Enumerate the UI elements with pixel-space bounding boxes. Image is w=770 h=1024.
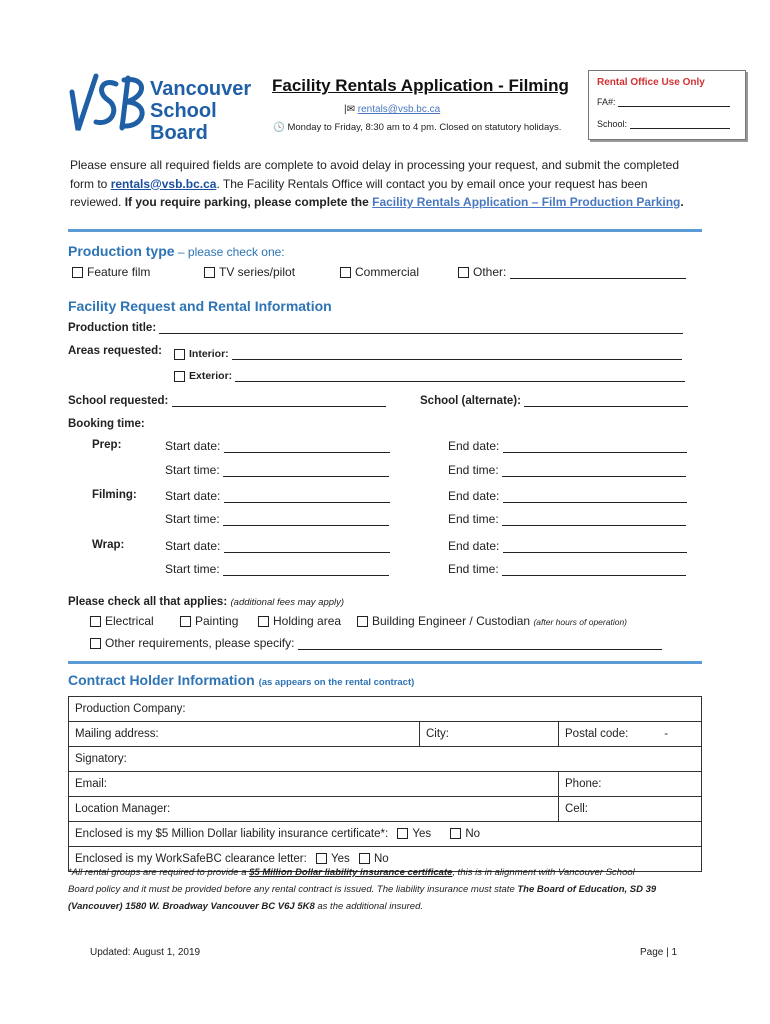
interior-field <box>174 347 682 360</box>
office-fa-label: FA#: <box>597 97 616 107</box>
wrap-start-date <box>165 539 390 553</box>
field-label: End date: <box>448 539 500 553</box>
table-row <box>69 822 702 847</box>
option-label: Holding area <box>273 614 342 628</box>
clock-icon: 🕓 <box>273 122 285 133</box>
footnote-insurance-amount: $5 Million Dollar liability insurance certificate <box>249 867 453 878</box>
option-painting[interactable] <box>180 614 238 628</box>
postal-code-cell[interactable] <box>559 722 702 747</box>
prep-end-time <box>448 463 686 477</box>
field-label: End date: <box>448 489 500 503</box>
interior-label: Interior: <box>189 348 229 360</box>
custodian-note: (after hours of operation) <box>533 617 628 627</box>
option-label: Feature film <box>87 265 151 279</box>
option-feature-film[interactable] <box>72 265 150 279</box>
intro-line2-pre: form to <box>70 176 111 191</box>
option-other[interactable] <box>458 265 686 279</box>
field-label: Start date: <box>165 489 221 503</box>
production-company-cell[interactable]: Production Company: <box>69 697 702 722</box>
exterior-field <box>174 369 685 382</box>
phone-cell[interactable]: Phone: <box>559 772 702 797</box>
checkbox[interactable] <box>180 616 191 627</box>
worksafe-no-checkbox[interactable] <box>359 853 370 864</box>
other-requirements-line[interactable] <box>298 637 662 650</box>
contract-sub: (as appears on the rental contract) <box>258 677 415 688</box>
checkbox[interactable] <box>458 267 469 278</box>
mail-icon: ✉ <box>346 104 355 115</box>
option-commercial[interactable] <box>340 265 419 279</box>
field-label: Start date: <box>165 539 221 553</box>
intro-line2 <box>70 175 710 194</box>
interior-line[interactable] <box>232 347 682 360</box>
location-manager-cell[interactable]: Location Manager: <box>69 797 559 822</box>
facility-heading: Facility Request and Rental Information <box>68 298 332 314</box>
filming-start-time <box>165 512 389 526</box>
section-rule-1 <box>68 229 702 232</box>
divider-bar: | <box>344 104 347 115</box>
intro-line3-pre: reviewed. <box>70 195 125 209</box>
field-line[interactable] <box>502 513 686 526</box>
interior-checkbox[interactable] <box>174 349 185 360</box>
option-label: Other requirements, please specify: <box>105 636 295 650</box>
field-line[interactable] <box>224 490 390 503</box>
postal-code-dash: - <box>664 728 669 740</box>
field-line[interactable] <box>502 563 686 576</box>
field-label: Start time: <box>165 562 220 576</box>
parking-application-link[interactable]: Facility Rentals Application – Film Production Parking <box>372 195 681 209</box>
contact-email-row <box>344 104 440 115</box>
option-tv-series[interactable] <box>204 265 295 279</box>
areas-requested-label: Areas requested: <box>68 345 162 357</box>
insurance-no-label: No <box>465 828 481 840</box>
field-line[interactable] <box>223 513 389 526</box>
intro-parking-note: If you require parking, please complete the <box>124 195 373 209</box>
checkbox[interactable] <box>357 616 368 627</box>
field-line[interactable] <box>502 464 686 477</box>
worksafe-no-label: No <box>373 853 389 865</box>
vsb-logo <box>66 70 266 144</box>
field-line[interactable] <box>503 440 687 453</box>
logo-line1: Vancouver <box>150 78 252 100</box>
option-label: Other: <box>473 265 507 279</box>
updated-date: Updated: August 1, 2019 <box>90 947 201 958</box>
footnote-board-name: The Board of Education, SD 39 <box>517 884 657 895</box>
page-number: Page | 1 <box>640 947 678 958</box>
cell-phone-cell[interactable]: Cell: <box>559 797 702 822</box>
field-label: Start date: <box>165 439 221 453</box>
section-rule-2 <box>68 661 702 664</box>
wrap-label: Wrap: <box>92 539 125 551</box>
production-title-field <box>68 321 683 334</box>
production-type-heading <box>68 243 285 259</box>
school-requested-field <box>68 394 386 407</box>
city-cell[interactable]: City: <box>420 722 559 747</box>
contract-heading-row <box>68 672 414 688</box>
checkbox[interactable] <box>340 267 351 278</box>
insurance-row <box>69 822 702 847</box>
wrap-end-time <box>448 562 686 576</box>
contact-hours-row <box>273 122 561 133</box>
field-line[interactable] <box>224 540 390 553</box>
intro-paragraph <box>70 156 710 212</box>
field-line[interactable] <box>223 464 389 477</box>
office-use-box <box>588 70 746 140</box>
email-cell[interactable]: Email: <box>69 772 559 797</box>
intro-line3 <box>70 193 710 212</box>
wrap-end-date <box>448 539 687 553</box>
field-label: End time: <box>448 463 499 477</box>
office-school-field <box>597 119 730 129</box>
checkbox[interactable] <box>204 267 215 278</box>
office-fa-line[interactable] <box>618 97 730 107</box>
school-requested-label: School requested: <box>68 395 169 407</box>
applies-note: (additional fees may apply) <box>230 597 345 608</box>
prep-start-time <box>165 463 389 477</box>
contact-hours: Monday to Friday, 8:30 am to 4 pm. Closed on statutory holidays. <box>287 122 562 133</box>
signatory-cell[interactable]: Signatory: <box>69 747 702 772</box>
option-label: TV series/pilot <box>219 265 296 279</box>
intro-line3-end: . <box>680 195 684 209</box>
mailing-address-cell[interactable]: Mailing address: <box>69 722 420 747</box>
prep-start-date <box>165 439 390 453</box>
filming-label: Filming: <box>92 489 137 501</box>
option-other-requirements[interactable] <box>90 636 662 650</box>
insurance-footnote <box>68 864 708 915</box>
field-line[interactable] <box>223 563 389 576</box>
school-requested-line[interactable] <box>172 394 386 407</box>
production-title-label: Production title: <box>68 322 157 334</box>
logo-line2: School Board <box>150 100 217 144</box>
exterior-label: Exterior: <box>189 370 233 382</box>
applies-heading-row <box>68 594 344 608</box>
checkbox[interactable] <box>90 616 101 627</box>
exterior-line[interactable] <box>235 369 685 382</box>
prep-end-date <box>448 439 687 453</box>
office-school-label: School: <box>597 119 628 129</box>
option-label: Painting <box>195 614 239 628</box>
contact-email-link[interactable]: rentals@vsb.bc.ca <box>357 104 441 115</box>
postal-code-label: Postal code: <box>565 728 629 740</box>
booking-time-label: Booking time: <box>68 418 145 430</box>
prep-label: Prep: <box>92 439 122 451</box>
field-label: End time: <box>448 562 499 576</box>
wrap-start-time <box>165 562 389 576</box>
office-use-heading: Rental Office Use Only <box>597 77 705 88</box>
school-alternate-line[interactable] <box>524 394 688 407</box>
intro-line1: Please ensure all required fields are complete to avoid delay in processing your request, and submit the completed <box>70 158 680 172</box>
option-electrical[interactable] <box>90 614 154 628</box>
footnote-part: Board policy and it must be provided before any rental contract is issued. The liability insurance must state <box>68 884 518 895</box>
production-type-sub: – please check one: <box>174 245 285 259</box>
footnote-part: as the additional insured. <box>314 901 424 912</box>
production-type-title: Production type <box>68 243 175 259</box>
field-label: Start time: <box>165 463 220 477</box>
table-row <box>69 797 702 822</box>
school-alternate-label: School (alternate): <box>420 395 521 407</box>
insurance-yes-checkbox[interactable] <box>397 828 408 839</box>
applies-heading: Please check all that applies: <box>68 596 228 608</box>
footnote-part: , this is in alignment with Vancouver School <box>452 867 635 878</box>
intro-email-link[interactable]: rentals@vsb.bc.ca <box>110 176 217 191</box>
filming-start-date <box>165 489 390 503</box>
field-line[interactable] <box>503 540 687 553</box>
option-label: Electrical <box>105 614 154 628</box>
intro-line2-post: . The Facility Rentals Office will contact you by email once your request has been <box>216 176 648 191</box>
option-building-engineer[interactable] <box>357 614 627 628</box>
table-row <box>69 722 702 747</box>
checkbox[interactable] <box>72 267 83 278</box>
exterior-checkbox[interactable] <box>174 371 185 382</box>
option-label: Building Engineer / Custodian <box>372 614 531 628</box>
vsb-logo-mark <box>66 70 150 140</box>
field-label: Start time: <box>165 512 220 526</box>
production-title-line[interactable] <box>159 321 683 334</box>
field-label: End date: <box>448 439 500 453</box>
other-input-line[interactable] <box>510 266 686 279</box>
worksafe-yes-checkbox[interactable] <box>316 853 327 864</box>
worksafe-yes-label: Yes <box>331 853 350 865</box>
school-alternate-field <box>420 394 688 407</box>
table-row <box>69 697 702 722</box>
table-row <box>69 772 702 797</box>
option-holding-area[interactable] <box>258 614 341 628</box>
contract-table <box>68 696 702 872</box>
insurance-question: Enclosed is my $5 Million Dollar liability insurance certificate*: <box>75 828 389 840</box>
contract-heading: Contract Holder Information <box>68 672 255 688</box>
insurance-no-checkbox[interactable] <box>450 828 461 839</box>
filming-end-date <box>448 489 687 503</box>
checkbox[interactable] <box>90 638 101 649</box>
filming-end-time <box>448 512 686 526</box>
office-fa-field <box>597 97 730 107</box>
page-title: Facility Rentals Application - Filming <box>272 76 569 95</box>
office-school-line[interactable] <box>630 119 730 129</box>
checkbox[interactable] <box>258 616 269 627</box>
option-label: Commercial <box>355 265 420 279</box>
insurance-yes-label: Yes <box>412 828 432 840</box>
field-line[interactable] <box>503 490 687 503</box>
worksafe-question: Enclosed is my WorkSafeBC clearance letter: <box>75 853 307 865</box>
table-row <box>69 747 702 772</box>
field-label: End time: <box>448 512 499 526</box>
footnote-part: *All rental groups are required to provide a <box>68 867 250 878</box>
field-line[interactable] <box>224 440 390 453</box>
footnote-board-address: (Vancouver) 1580 W. Broadway Vancouver BC V6J 5K8 <box>68 901 315 912</box>
